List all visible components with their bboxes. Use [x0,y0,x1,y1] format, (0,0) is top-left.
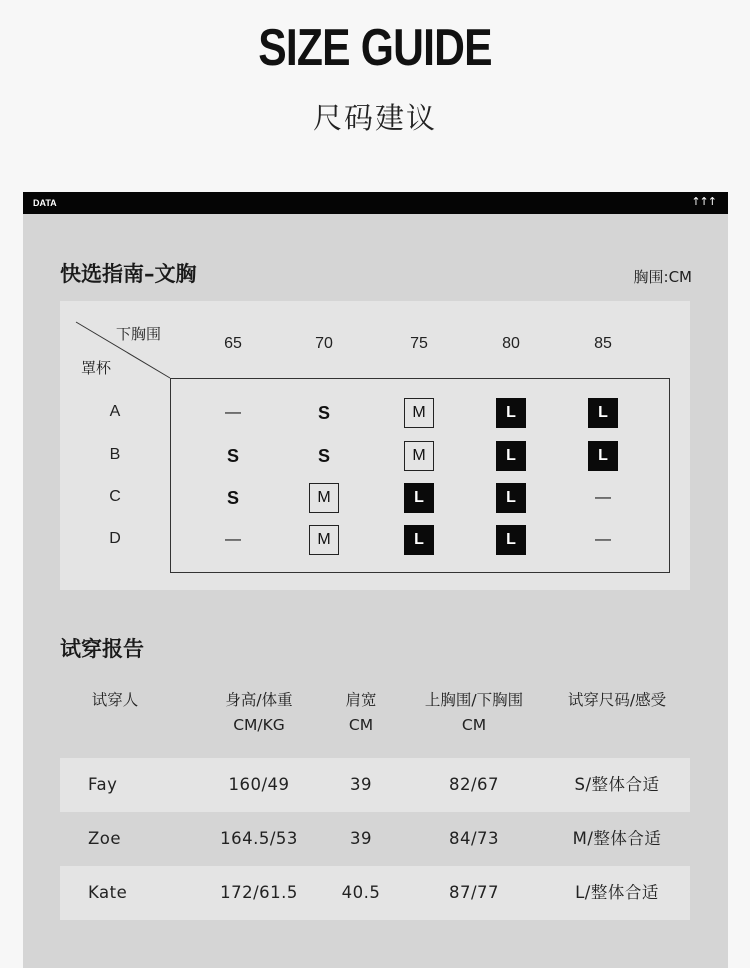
report-column-header-line1: 试穿人 [91,691,139,709]
report-row [60,866,690,920]
report-cell: L/整体合适 [575,883,659,902]
band-size-2: 75 [410,335,428,352]
size-cell: L [588,398,618,428]
report-cell: 84/73 [448,829,500,848]
unit-label: 胸围:CM [633,268,692,286]
data-panel [23,192,728,968]
report-cell: 160/49 [228,775,290,794]
report-row [60,758,690,812]
band-size-1: 70 [315,335,333,352]
report-title: 试穿报告 [60,637,144,661]
report-column-header-line1: 上胸围/下胸围 [424,691,524,709]
quick-guide-title: 快选指南–文胸 [60,262,197,286]
size-cell: L [496,441,526,471]
size-chart [60,301,690,590]
size-cell: — [595,531,611,548]
report-cell: S/整体合适 [574,775,660,794]
size-cell: L [496,483,526,513]
report-cell: 87/77 [448,883,500,902]
size-cell: L [588,441,618,471]
report-column-header-line2: CM/KG [233,716,285,734]
size-cell: — [225,404,241,421]
size-cell: M [404,398,434,428]
size-cell: — [595,489,611,506]
band-size-4: 85 [594,335,612,352]
size-cell: S [226,445,239,466]
report-column-header-line1: 肩宽 [345,691,377,709]
cup-size-2: C [109,488,121,505]
cup-size-0: A [109,403,121,420]
size-cell: L [496,525,526,555]
report-cell: 40.5 [341,883,381,902]
band-size-3: 80 [502,335,520,352]
report-cell: Fay [88,775,118,794]
report-cell: Kate [88,883,128,902]
report-cell: 172/61.5 [220,883,298,902]
report-column-header-line2: CM [461,716,487,734]
cup-size-3: D [109,530,121,547]
size-cell: M [404,441,434,471]
report-column-header [542,688,692,713]
size-cell: L [404,525,434,555]
report-cell: M/整体合适 [572,829,662,848]
size-cell: — [225,531,241,548]
panel-header-bar [23,192,728,214]
report-cell: 164.5/53 [220,829,298,848]
report-cell: 39 [350,829,372,848]
page-title: SIZE GUIDE [258,19,492,77]
up-arrows-icon: ↑↑↑ [691,195,716,208]
size-cell: M [309,483,339,513]
panel-bar-label: DATA [33,198,57,208]
size-cell: S [317,402,330,423]
report-row [60,812,690,866]
report-column-header [55,688,175,713]
report-cell: 39 [350,775,372,794]
band-header: 下胸围 [116,325,162,343]
size-cell: L [404,483,434,513]
cup-header: 罩杯 [81,359,112,377]
size-cell: S [226,487,239,508]
report-column-header-line2: CM [348,716,374,734]
size-cell: S [317,445,330,466]
report-column-header-line1: 身高/体重 [225,691,293,709]
page-subtitle: 尺码建议 [312,101,437,135]
size-cell: M [309,525,339,555]
report-column-header-line1: 试穿尺码/感受 [567,691,667,709]
report-cell: 82/67 [448,775,500,794]
cup-size-1: B [109,446,121,463]
report-cell: Zoe [88,829,122,848]
report-column-header [389,688,559,738]
band-size-0: 65 [224,335,242,352]
report-column-header [184,688,334,738]
size-cell: L [496,398,526,428]
